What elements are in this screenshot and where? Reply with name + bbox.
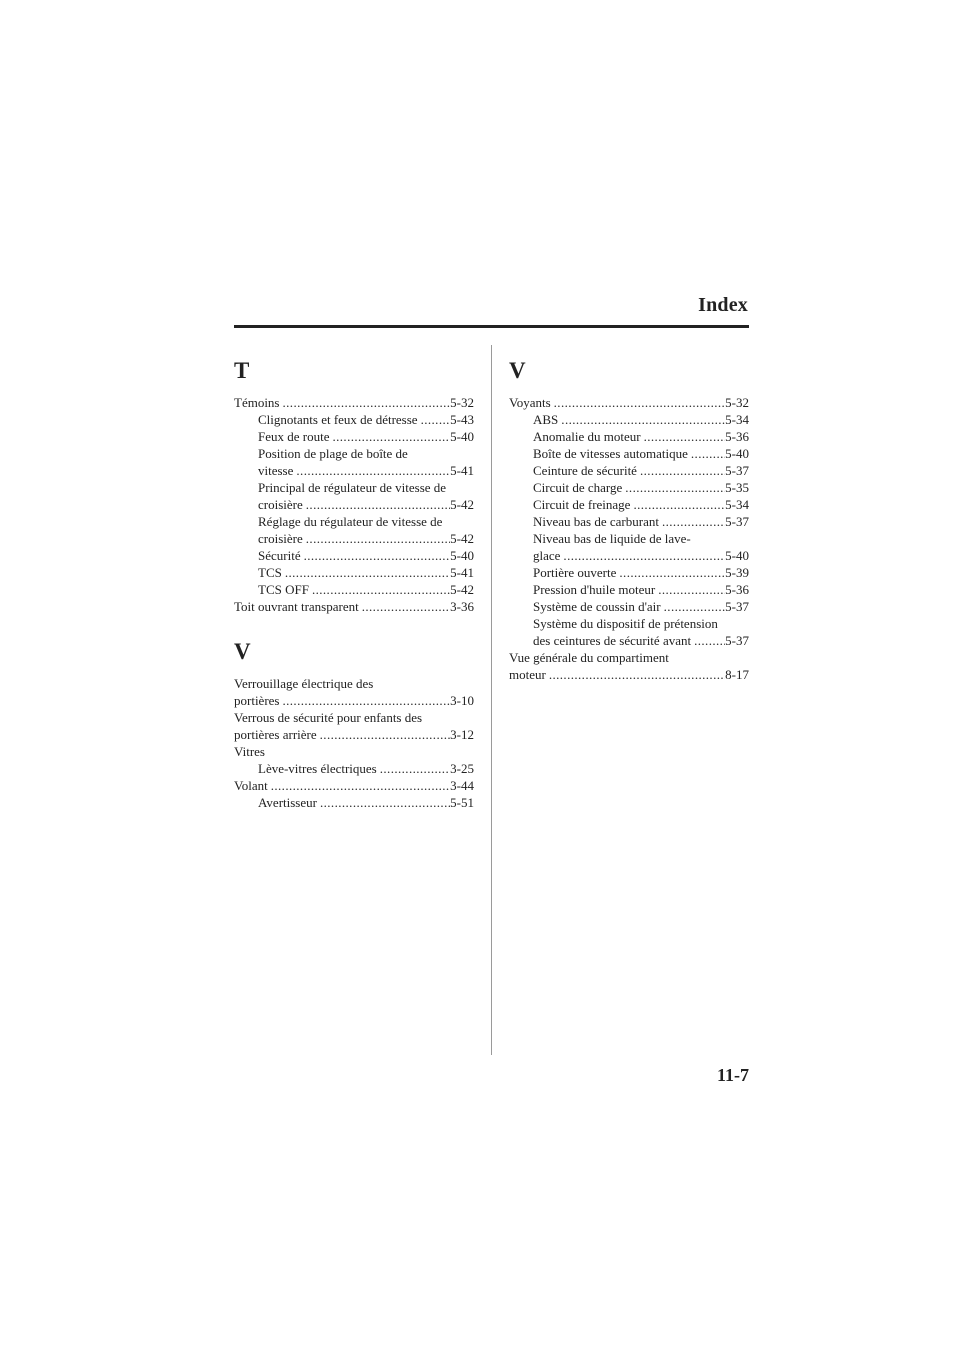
index-subentry: vitesse ..... 5-41 [234, 462, 474, 479]
index-subentry: Anomalie du moteur ..... 5-36 [509, 428, 749, 445]
page-ref: 5-37 [725, 514, 749, 529]
index-subentry: croisière ..... 5-42 [234, 496, 474, 513]
index-entry: Voyants ..... 5-32 [509, 394, 749, 411]
page-ref: 5-42 [450, 582, 474, 597]
page-number: 11-7 [716, 1065, 749, 1085]
index-column-left [234, 356, 474, 811]
index-entry: Volant ..... 3-44 [234, 777, 474, 794]
index-subentry: Lève-vitres électriques ..... 3-25 [234, 760, 474, 777]
index-entry: Témoins ..... 5-32 [234, 394, 474, 411]
index-entry: Toit ouvrant transparent ..... 3-36 [234, 598, 474, 615]
index-subentry: glace ..... 5-40 [509, 547, 749, 564]
index-subentry: Portière ouverte ..... 5-39 [509, 564, 749, 581]
header-rule [234, 325, 749, 328]
page-ref: 5-40 [725, 446, 749, 461]
page-ref: 3-25 [450, 761, 474, 776]
section-letter-v: V [509, 358, 526, 383]
page-ref: 5-37 [725, 633, 749, 648]
index-entry-line: Verrous de sécurité pour enfants des [234, 710, 423, 725]
index-subentry-line: Niveau bas de liquide de lave- [533, 531, 691, 546]
index-subentry: Sécurité ..... 5-40 [234, 547, 474, 564]
page-ref: 5-32 [725, 395, 749, 410]
index-entry: portières arrière ..... 3-12 [234, 726, 474, 743]
page-ref: 5-42 [450, 531, 474, 546]
page-ref: 5-37 [725, 599, 749, 614]
index-subentry: TCS ..... 5-41 [234, 564, 474, 581]
index-subentry: Avertisseur ..... 5-51 [234, 794, 474, 811]
page-title: Index [698, 294, 748, 316]
page-ref: 5-40 [450, 429, 474, 444]
page-ref: 5-41 [450, 463, 474, 478]
index-subentry: TCS OFF ..... 5-42 [234, 581, 474, 598]
page-ref: 3-12 [450, 727, 474, 742]
index-subentry-line: Système du dispositif de prétension [533, 616, 718, 631]
page-ref: 5-39 [725, 565, 749, 580]
index-subentry: des ceintures de sécurité avant ..... 5-37 [509, 632, 749, 649]
index-entry-heading: Vitres [234, 744, 265, 759]
section-letter-t: T [234, 358, 250, 383]
index-column-right [509, 356, 749, 683]
page-ref: 8-17 [725, 667, 749, 682]
page-ref: 5-43 [450, 412, 474, 427]
index-subentry: croisière ..... 5-42 [234, 530, 474, 547]
index-subentry: ABS ..... 5-34 [509, 411, 749, 428]
index-subentry-line: Principal de régulateur de vitesse de [258, 480, 447, 495]
index-subentry: Clignotants et feux de détresse ..... 5-43 [234, 411, 474, 428]
page-ref: 5-42 [450, 497, 474, 512]
index-subentry: Circuit de freinage ..... 5-34 [509, 496, 749, 513]
section-letter-v: V [234, 639, 251, 664]
index-entry-line: Vue générale du compartiment [509, 650, 669, 665]
index-subentry: Système de coussin d'air ..... 5-37 [509, 598, 749, 615]
page-ref: 5-34 [725, 412, 749, 427]
page-ref: 5-37 [725, 463, 749, 478]
index-entry: moteur ..... 8-17 [509, 666, 749, 683]
page-ref: 5-40 [725, 548, 749, 563]
index-subentry: Niveau bas de carburant ..... 5-37 [509, 513, 749, 530]
page-ref: 5-32 [450, 395, 474, 410]
index-subentry: Boîte de vitesses automatique ..... 5-40 [509, 445, 749, 462]
page-ref: 3-10 [450, 693, 474, 708]
index-subentry: Pression d'huile moteur ..... 5-36 [509, 581, 749, 598]
index-entry-line: Verrouillage électrique des [234, 676, 374, 691]
page-ref: 5-40 [450, 548, 474, 563]
page-ref: 3-44 [450, 778, 474, 793]
page-ref: 5-36 [725, 582, 749, 597]
page-ref: 3-36 [450, 599, 474, 614]
index-subentry: Feux de route ..... 5-40 [234, 428, 474, 445]
page-ref: 5-41 [450, 565, 474, 580]
page-ref: 5-36 [725, 429, 749, 444]
index-subentry-line: Position de plage de boîte de [258, 446, 408, 461]
column-divider [491, 345, 492, 1055]
index-subentry: Circuit de charge ..... 5-35 [509, 479, 749, 496]
page-ref: 5-51 [450, 795, 474, 810]
index-subentry: Ceinture de sécurité ..... 5-37 [509, 462, 749, 479]
page-ref: 5-35 [725, 480, 749, 495]
index-entry: portières ..... 3-10 [234, 692, 474, 709]
page-ref: 5-34 [725, 497, 749, 512]
index-subentry-line: Réglage du régulateur de vitesse de [258, 514, 443, 529]
